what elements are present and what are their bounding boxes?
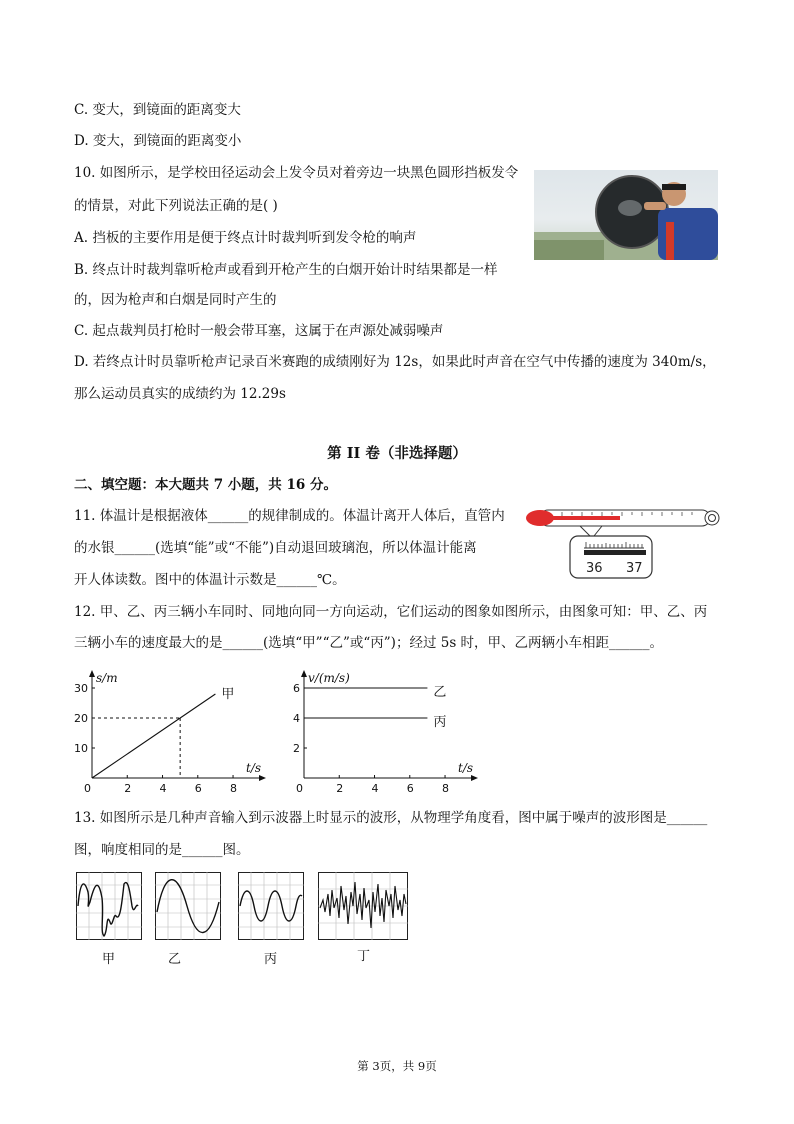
s-t-graph (70, 662, 280, 800)
section-heading: 二、填空题：本大题共 7 小题，共 16 分。 (74, 477, 337, 493)
q11-line1: 11. 体温计是根据液体______的规律制成的。体温计离开人体后，直管内 (74, 508, 505, 524)
x-tick-label: 4 (159, 782, 167, 795)
waveform-label-yi: 乙 (168, 952, 182, 967)
q10-option-d-line1: D. 若终点计时员靠听枪声记录百米赛跑的成绩刚好为 12s，如果此时声音在空气中传播的速度为 340m/s， (74, 354, 716, 370)
q10-option-c: C. 起点裁判员打枪时一般会带耳塞，这属于在声源处减弱噪声 (74, 323, 444, 339)
waveform-label-jia: 甲 (102, 952, 116, 967)
x-tick-label: 8 (230, 782, 238, 795)
q9-option-c: C. 变大，到镜面的距离变大 (74, 102, 241, 118)
q10-option-a: A. 挡板的主要作用是便于终点计时裁判听到发令枪的响声 (74, 230, 417, 246)
thermometer-figure (526, 502, 726, 584)
x-tick-label: 6 (194, 782, 202, 795)
q9-option-d: D. 变大，到镜面的距离变小 (74, 133, 242, 149)
q11-line2: 的水银______(选填“能”或“不能”)自动退回玻璃泡，所以体温计能离 (74, 540, 477, 556)
x-axis-label: t/s (458, 761, 474, 775)
y-tick-label: 6 (293, 682, 300, 695)
series-label-1: 丙 (433, 715, 447, 730)
q10-stem-line1: 10. 如图所示，是学校田径运动会上发令员对着旁边一块黑色圆形挡板发令 (74, 165, 519, 181)
x-tick-label: 8 (442, 782, 450, 795)
y-tick-label: 30 (74, 682, 88, 695)
q12-line1: 12. 甲、乙、丙三辆小车同时、同地向同一方向运动，它们运动的图象如图所示，由图象可知：甲、乙、丙 (74, 604, 708, 620)
y-axis-arrow (301, 670, 307, 677)
waveform-label-bing: 丙 (264, 952, 278, 967)
y-axis-label: v/(m/s) (308, 671, 350, 685)
part2-title: 第 II 卷（非选择题） (327, 445, 467, 462)
x-tick-label: 4 (371, 782, 379, 795)
starter-photo (534, 170, 718, 260)
q13-line1: 13. 如图所示是几种声音输入到示波器上时显示的波形，从物理学角度看，图中属于噪声的波形图是______ (74, 810, 708, 826)
y-tick-label: 10 (74, 742, 88, 755)
series-label-0: 乙 (433, 685, 447, 700)
q12-line2: 三辆小车的速度最大的是______(选填“甲”“乙”或“丙”)；经过 5s 时，甲、乙两辆小车相距______。 (74, 635, 664, 651)
y-tick-label: 20 (74, 712, 88, 725)
series-label-0: 甲 (221, 687, 235, 702)
q10-option-b-line1: B. 终点计时裁判靠听枪声或看到开枪产生的白烟开始计时结果都是一样 (74, 262, 498, 278)
waveform-jia (76, 872, 142, 940)
q10-option-d-line2: 那么运动员真实的成绩约为 12.29s (74, 386, 286, 402)
x-tick-label: 2 (124, 782, 132, 795)
q11-line3: 开人体读数。图中的体温计示数是______℃。 (74, 572, 346, 588)
x-axis-arrow (471, 775, 478, 781)
x-tick-label: 6 (406, 782, 414, 795)
y-axis-arrow (89, 670, 95, 677)
q10-option-b-line2: 的，因为枪声和白烟是同时产生的 (74, 292, 277, 308)
y-tick-label: 2 (293, 742, 300, 755)
thermometer-scale-36: 36 (586, 561, 603, 576)
waveform-yi (155, 872, 221, 940)
waveform-bing (238, 872, 304, 940)
thermometer-scale-37: 37 (626, 561, 643, 576)
y-axis-label: s/m (96, 671, 118, 685)
x-axis-arrow (259, 775, 266, 781)
waveform-label-ding: 丁 (357, 949, 371, 964)
x-tick-label: 2 (336, 782, 344, 795)
x-axis-label: t/s (246, 761, 262, 775)
x-tick-label: 0 (296, 782, 303, 795)
q10-stem-line2: 的情景，对此下列说法正确的是( ) (74, 198, 278, 214)
y-tick-label: 4 (293, 712, 300, 725)
v-t-graph (282, 662, 492, 800)
waveform-ding (318, 872, 408, 940)
x-tick-label: 0 (84, 782, 91, 795)
page-footer: 第 3页，共 9页 (357, 1059, 437, 1073)
q13-line2: 图，响度相同的是______图。 (74, 842, 250, 858)
series-line-0 (92, 694, 215, 778)
